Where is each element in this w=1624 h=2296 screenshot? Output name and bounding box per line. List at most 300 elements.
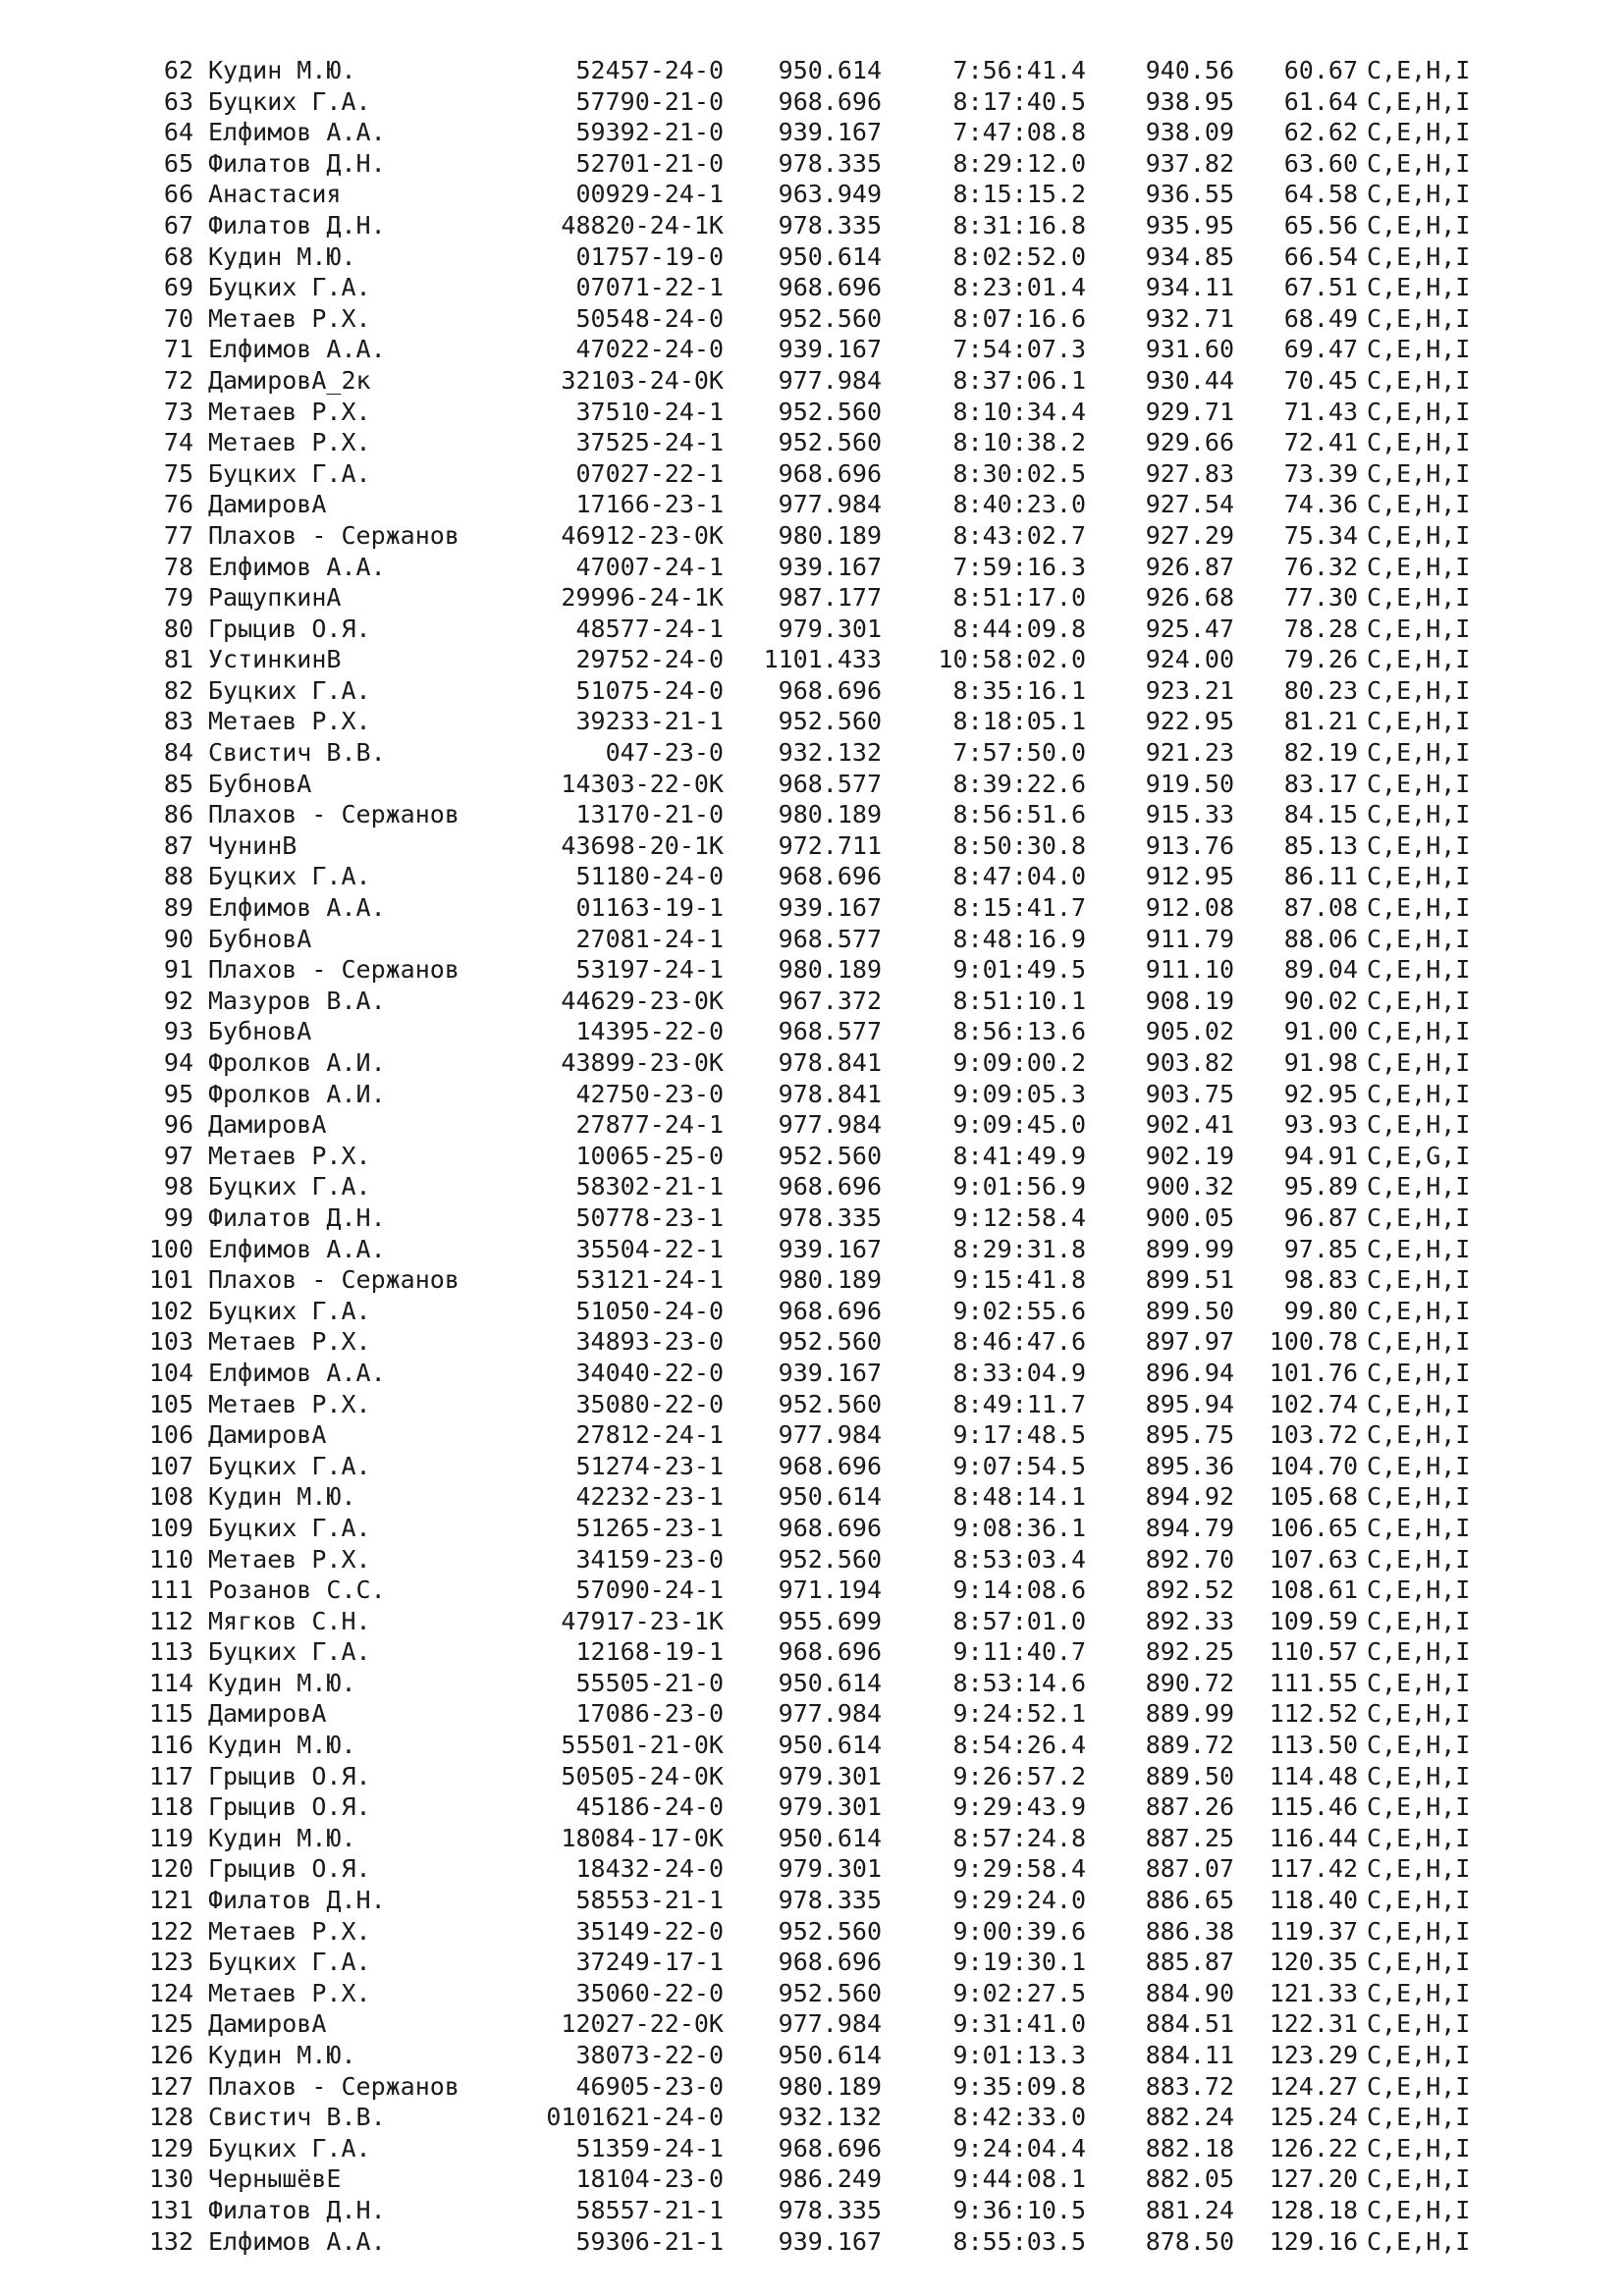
flight-time: 8:57:24.8 bbox=[952, 1823, 1086, 1852]
flags: C,E,H,I bbox=[1367, 1017, 1471, 1046]
flight-time: 7:59:16.3 bbox=[952, 552, 1086, 581]
flight-time: 8:18:05.1 bbox=[952, 707, 1086, 736]
flags: C,E,H,I bbox=[1367, 1731, 1471, 1760]
coefficient: 127.20 bbox=[1269, 2164, 1358, 2194]
table-row bbox=[0, 1109, 1624, 1141]
fancier-name: Кудин М.Ю. bbox=[208, 241, 356, 271]
fancier-name: ДамировА_2к bbox=[208, 365, 371, 395]
fancier-name: Буцких Г.А. bbox=[208, 1513, 371, 1542]
flags: C,E,H,I bbox=[1367, 458, 1471, 488]
flags: C,E,H,I bbox=[1367, 520, 1471, 550]
speed: 937.82 bbox=[1145, 148, 1234, 178]
fancier-name: ЧунинВ bbox=[208, 830, 298, 860]
fancier-name: Метаев Р.Х. bbox=[208, 1978, 371, 2007]
ring-number: 43899-23-0K bbox=[561, 1048, 724, 1077]
table-row bbox=[0, 520, 1624, 552]
speed: 894.92 bbox=[1145, 1482, 1234, 1512]
flags: C,E,H,I bbox=[1367, 738, 1471, 768]
flight-time: 9:29:24.0 bbox=[952, 1886, 1086, 1915]
fancier-name: Елфимов А.А. bbox=[208, 552, 386, 581]
flags: C,E,H,I bbox=[1367, 893, 1471, 923]
flags: C,E,H,I bbox=[1367, 1544, 1471, 1574]
flight-time: 9:29:43.9 bbox=[952, 1792, 1086, 1822]
fancier-name: УстинкинВ bbox=[208, 645, 342, 674]
table-row bbox=[0, 117, 1624, 148]
fancier-name: ЧернышёвЕ bbox=[208, 2164, 342, 2194]
flags: C,E,H,I bbox=[1367, 1668, 1471, 1697]
flight-time: 8:17:40.5 bbox=[952, 86, 1086, 116]
row-number: 129 bbox=[148, 2133, 193, 2163]
fancier-name: Розанов С.С. bbox=[208, 1575, 386, 1605]
distance: 1101.433 bbox=[763, 645, 882, 674]
fancier-name: Елфимов А.А. bbox=[208, 1234, 386, 1263]
distance: 968.696 bbox=[778, 2133, 882, 2163]
distance: 939.167 bbox=[778, 552, 882, 581]
ring-number: 42750-23-0 bbox=[575, 1079, 724, 1108]
coefficient: 74.36 bbox=[1283, 490, 1358, 519]
flags: C,E,H,I bbox=[1367, 1792, 1471, 1822]
coefficient: 108.61 bbox=[1269, 1575, 1358, 1605]
coefficient: 86.11 bbox=[1283, 862, 1358, 891]
distance: 968.696 bbox=[778, 1296, 882, 1325]
table-row bbox=[0, 86, 1624, 118]
distance: 968.696 bbox=[778, 458, 882, 488]
ring-number: 27081-24-1 bbox=[575, 924, 724, 953]
row-number: 90 bbox=[163, 924, 193, 953]
table-row bbox=[0, 924, 1624, 955]
speed: 884.51 bbox=[1145, 2009, 1234, 2039]
row-number: 128 bbox=[148, 2103, 193, 2132]
flags: C,E,H,I bbox=[1367, 986, 1471, 1015]
row-number: 103 bbox=[148, 1327, 193, 1357]
table-row bbox=[0, 614, 1624, 645]
distance: 932.132 bbox=[778, 738, 882, 768]
speed: 912.95 bbox=[1145, 862, 1234, 891]
speed: 919.50 bbox=[1145, 769, 1234, 798]
row-number: 101 bbox=[148, 1265, 193, 1295]
table-row bbox=[0, 1823, 1624, 1854]
coefficient: 69.47 bbox=[1283, 335, 1358, 364]
ring-number: 45186-24-0 bbox=[575, 1792, 724, 1822]
ring-number: 53197-24-1 bbox=[575, 955, 724, 985]
row-number: 66 bbox=[163, 180, 193, 209]
row-number: 114 bbox=[148, 1668, 193, 1697]
flight-time: 10:58:02.0 bbox=[938, 645, 1086, 674]
flight-time: 8:30:02.5 bbox=[952, 458, 1086, 488]
row-number: 113 bbox=[148, 1637, 193, 1667]
fancier-name: Буцких Г.А. bbox=[208, 273, 371, 302]
coefficient: 94.91 bbox=[1283, 1141, 1358, 1170]
table-row bbox=[0, 179, 1624, 210]
distance: 980.189 bbox=[778, 955, 882, 985]
row-number: 88 bbox=[163, 862, 193, 891]
distance: 968.696 bbox=[778, 862, 882, 891]
row-number: 92 bbox=[163, 986, 193, 1015]
row-number: 75 bbox=[163, 458, 193, 488]
ring-number: 51075-24-0 bbox=[575, 675, 724, 705]
speed: 934.85 bbox=[1145, 241, 1234, 271]
row-number: 97 bbox=[163, 1141, 193, 1170]
ring-number: 44629-23-0K bbox=[561, 986, 724, 1015]
ring-number: 10065-25-0 bbox=[575, 1141, 724, 1170]
distance: 932.132 bbox=[778, 2103, 882, 2132]
fancier-name: Буцких Г.А. bbox=[208, 458, 371, 488]
distance: 955.699 bbox=[778, 1606, 882, 1635]
flags: C,E,H,I bbox=[1367, 769, 1471, 798]
flags: C,E,H,I bbox=[1367, 273, 1471, 302]
coefficient: 85.13 bbox=[1283, 830, 1358, 860]
table-row bbox=[0, 1606, 1624, 1637]
speed: 895.75 bbox=[1145, 1420, 1234, 1450]
row-number: 85 bbox=[163, 769, 193, 798]
table-row bbox=[0, 1791, 1624, 1823]
coefficient: 68.49 bbox=[1283, 303, 1358, 333]
table-row bbox=[0, 397, 1624, 428]
flight-time: 9:09:45.0 bbox=[952, 1110, 1086, 1140]
fancier-name: Буцких Г.А. bbox=[208, 862, 371, 891]
fancier-name: Фролков А.И. bbox=[208, 1048, 386, 1077]
flight-time: 7:47:08.8 bbox=[952, 118, 1086, 147]
fancier-name: РащупкинА bbox=[208, 583, 342, 613]
fancier-name: Филатов Д.Н. bbox=[208, 2195, 386, 2224]
table-row bbox=[0, 427, 1624, 458]
coefficient: 126.22 bbox=[1269, 2133, 1358, 2163]
results-table bbox=[0, 55, 1624, 2257]
table-row bbox=[0, 365, 1624, 397]
table-row bbox=[0, 1171, 1624, 1202]
flight-time: 9:00:39.6 bbox=[952, 1916, 1086, 1946]
coefficient: 95.89 bbox=[1283, 1172, 1358, 1201]
distance: 978.335 bbox=[778, 210, 882, 240]
coefficient: 98.83 bbox=[1283, 1265, 1358, 1295]
distance: 939.167 bbox=[778, 118, 882, 147]
coefficient: 124.27 bbox=[1269, 2071, 1358, 2101]
flight-time: 9:07:54.5 bbox=[952, 1451, 1086, 1480]
flags: C,E,H,I bbox=[1367, 1202, 1471, 1232]
ring-number: 34040-22-0 bbox=[575, 1358, 724, 1387]
flags: C,E,H,I bbox=[1367, 365, 1471, 395]
table-row bbox=[0, 1389, 1624, 1420]
flags: C,E,H,I bbox=[1367, 1948, 1471, 1977]
row-number: 78 bbox=[163, 552, 193, 581]
speed: 927.29 bbox=[1145, 520, 1234, 550]
row-number: 71 bbox=[163, 335, 193, 364]
flight-time: 8:02:52.0 bbox=[952, 241, 1086, 271]
table-row bbox=[0, 2133, 1624, 2164]
flight-time: 9:01:56.9 bbox=[952, 1172, 1086, 1201]
flags: C,E,H,I bbox=[1367, 1606, 1471, 1635]
flight-time: 8:53:03.4 bbox=[952, 1544, 1086, 1574]
flags: C,E,H,I bbox=[1367, 1886, 1471, 1915]
fancier-name: Метаев Р.Х. bbox=[208, 428, 371, 457]
speed: 900.32 bbox=[1145, 1172, 1234, 1201]
ring-number: 59392-21-0 bbox=[575, 118, 724, 147]
ring-number: 29996-24-1K bbox=[561, 583, 724, 613]
ring-number: 47022-24-0 bbox=[575, 335, 724, 364]
row-number: 127 bbox=[148, 2071, 193, 2101]
ring-number: 50778-23-1 bbox=[575, 1202, 724, 1232]
row-number: 111 bbox=[148, 1575, 193, 1605]
fancier-name: Кудин М.Ю. bbox=[208, 56, 356, 84]
fancier-name: Кудин М.Ю. bbox=[208, 1731, 356, 1760]
coefficient: 65.56 bbox=[1283, 210, 1358, 240]
ring-number: 01757-19-0 bbox=[575, 241, 724, 271]
flight-time: 9:44:08.1 bbox=[952, 2164, 1086, 2194]
distance: 979.301 bbox=[778, 1792, 882, 1822]
speed: 894.79 bbox=[1145, 1513, 1234, 1542]
speed: 925.47 bbox=[1145, 614, 1234, 643]
speed: 915.33 bbox=[1145, 800, 1234, 829]
speed: 883.72 bbox=[1145, 2071, 1234, 2101]
flight-time: 9:19:30.1 bbox=[952, 1948, 1086, 1977]
ring-number: 42232-23-1 bbox=[575, 1482, 724, 1512]
coefficient: 123.29 bbox=[1269, 2041, 1358, 2069]
row-number: 116 bbox=[148, 1731, 193, 1760]
flight-time: 9:29:58.4 bbox=[952, 1854, 1086, 1884]
flight-time: 8:31:16.8 bbox=[952, 210, 1086, 240]
fancier-name: ДамировА bbox=[208, 1110, 327, 1140]
row-number: 122 bbox=[148, 1916, 193, 1946]
speed: 887.07 bbox=[1145, 1854, 1234, 1884]
ring-number: 37525-24-1 bbox=[575, 428, 724, 457]
flight-time: 9:01:49.5 bbox=[952, 955, 1086, 985]
coefficient: 104.70 bbox=[1269, 1451, 1358, 1480]
table-row bbox=[0, 552, 1624, 583]
ring-number: 57090-24-1 bbox=[575, 1575, 724, 1605]
coefficient: 92.95 bbox=[1283, 1079, 1358, 1108]
coefficient: 115.46 bbox=[1269, 1792, 1358, 1822]
distance: 952.560 bbox=[778, 1544, 882, 1574]
coefficient: 107.63 bbox=[1269, 1544, 1358, 1574]
coefficient: 88.06 bbox=[1283, 924, 1358, 953]
table-row bbox=[0, 241, 1624, 273]
distance: 950.614 bbox=[778, 56, 882, 84]
row-number: 119 bbox=[148, 1823, 193, 1852]
speed: 886.65 bbox=[1145, 1886, 1234, 1915]
distance: 986.249 bbox=[778, 2164, 882, 2194]
distance: 980.189 bbox=[778, 800, 882, 829]
speed: 934.11 bbox=[1145, 273, 1234, 302]
ring-number: 47917-23-1K bbox=[561, 1606, 724, 1635]
flags: C,E,H,I bbox=[1367, 1854, 1471, 1884]
flight-time: 7:56:41.4 bbox=[952, 56, 1086, 84]
flight-time: 8:46:47.6 bbox=[952, 1327, 1086, 1357]
ring-number: 59306-21-1 bbox=[575, 2226, 724, 2256]
coefficient: 129.16 bbox=[1269, 2226, 1358, 2256]
distance: 978.335 bbox=[778, 1202, 882, 1232]
row-number: 125 bbox=[148, 2009, 193, 2039]
speed: 881.24 bbox=[1145, 2195, 1234, 2224]
table-row bbox=[0, 769, 1624, 800]
distance: 952.560 bbox=[778, 1389, 882, 1418]
speed: 895.36 bbox=[1145, 1451, 1234, 1480]
flight-time: 8:42:33.0 bbox=[952, 2103, 1086, 2132]
coefficient: 116.44 bbox=[1269, 1823, 1358, 1852]
speed: 887.25 bbox=[1145, 1823, 1234, 1852]
flags: C,E,H,I bbox=[1367, 490, 1471, 519]
row-number: 117 bbox=[148, 1761, 193, 1790]
coefficient: 111.55 bbox=[1269, 1668, 1358, 1697]
flight-time: 8:37:06.1 bbox=[952, 365, 1086, 395]
row-number: 93 bbox=[163, 1017, 193, 1046]
speed: 900.05 bbox=[1145, 1202, 1234, 1232]
distance: 968.696 bbox=[778, 1172, 882, 1201]
table-row bbox=[0, 2226, 1624, 2258]
row-number: 112 bbox=[148, 1606, 193, 1635]
flags: C,E,H,I bbox=[1367, 1048, 1471, 1077]
distance: 952.560 bbox=[778, 303, 882, 333]
row-number: 130 bbox=[148, 2164, 193, 2194]
coefficient: 120.35 bbox=[1269, 1948, 1358, 1977]
distance: 968.696 bbox=[778, 1948, 882, 1977]
flight-time: 8:53:14.6 bbox=[952, 1668, 1086, 1697]
ring-number: 51050-24-0 bbox=[575, 1296, 724, 1325]
speed: 902.41 bbox=[1145, 1110, 1234, 1140]
table-row bbox=[0, 458, 1624, 490]
speed: 878.50 bbox=[1145, 2226, 1234, 2256]
ring-number: 0101621-24-0 bbox=[546, 2103, 724, 2132]
distance: 980.189 bbox=[778, 2071, 882, 2101]
flags: C,E,H,I bbox=[1367, 924, 1471, 953]
table-row bbox=[0, 2008, 1624, 2040]
fancier-name: Грыцив О.Я. bbox=[208, 614, 371, 643]
distance: 968.696 bbox=[778, 1451, 882, 1480]
distance: 952.560 bbox=[778, 707, 882, 736]
flight-time: 8:44:09.8 bbox=[952, 614, 1086, 643]
ring-number: 12168-19-1 bbox=[575, 1637, 724, 1667]
row-number: 67 bbox=[163, 210, 193, 240]
distance: 950.614 bbox=[778, 2041, 882, 2069]
flight-time: 9:11:40.7 bbox=[952, 1637, 1086, 1667]
flags: C,E,H,I bbox=[1367, 86, 1471, 116]
fancier-name: Мягков С.Н. bbox=[208, 1606, 371, 1635]
ring-number: 50548-24-0 bbox=[575, 303, 724, 333]
coefficient: 80.23 bbox=[1283, 675, 1358, 705]
speed: 911.79 bbox=[1145, 924, 1234, 953]
table-row bbox=[0, 210, 1624, 241]
flight-time: 8:57:01.0 bbox=[952, 1606, 1086, 1635]
flags: C,E,H,I bbox=[1367, 1637, 1471, 1667]
speed: 896.94 bbox=[1145, 1358, 1234, 1387]
table-row bbox=[0, 582, 1624, 614]
fancier-name: Елфимов А.А. bbox=[208, 118, 386, 147]
flags: C,E,H,I bbox=[1367, 1699, 1471, 1729]
flags: C,E,H,I bbox=[1367, 1575, 1471, 1605]
row-number: 95 bbox=[163, 1079, 193, 1108]
speed: 903.82 bbox=[1145, 1048, 1234, 1077]
flags: C,E,H,I bbox=[1367, 1265, 1471, 1295]
coefficient: 114.48 bbox=[1269, 1761, 1358, 1790]
flight-time: 8:39:22.6 bbox=[952, 769, 1086, 798]
distance: 968.696 bbox=[778, 675, 882, 705]
coefficient: 119.37 bbox=[1269, 1916, 1358, 1946]
fancier-name: Кудин М.Ю. bbox=[208, 1823, 356, 1852]
flight-time: 9:24:52.1 bbox=[952, 1699, 1086, 1729]
table-row bbox=[0, 1636, 1624, 1668]
distance: 980.189 bbox=[778, 1265, 882, 1295]
flight-time: 8:56:13.6 bbox=[952, 1017, 1086, 1046]
ring-number: 52457-24-0 bbox=[575, 56, 724, 84]
flight-time: 9:02:55.6 bbox=[952, 1296, 1086, 1325]
distance: 968.696 bbox=[778, 86, 882, 116]
distance: 950.614 bbox=[778, 241, 882, 271]
flags: C,E,H,I bbox=[1367, 2009, 1471, 2039]
flags: C,E,H,I bbox=[1367, 800, 1471, 829]
distance: 939.167 bbox=[778, 1234, 882, 1263]
ring-number: 55501-21-0K bbox=[561, 1731, 724, 1760]
flight-time: 9:14:08.6 bbox=[952, 1575, 1086, 1605]
ring-number: 17086-23-0 bbox=[575, 1699, 724, 1729]
distance: 963.949 bbox=[778, 180, 882, 209]
flight-time: 8:41:49.9 bbox=[952, 1141, 1086, 1170]
coefficient: 83.17 bbox=[1283, 769, 1358, 798]
row-number: 121 bbox=[148, 1886, 193, 1915]
row-number: 124 bbox=[148, 1978, 193, 2007]
fancier-name: Метаев Р.Х. bbox=[208, 1141, 371, 1170]
distance: 950.614 bbox=[778, 1668, 882, 1697]
row-number: 110 bbox=[148, 1544, 193, 1574]
fancier-name: Метаев Р.Х. bbox=[208, 1916, 371, 1946]
coefficient: 60.67 bbox=[1283, 56, 1358, 84]
row-number: 72 bbox=[163, 365, 193, 395]
flight-time: 9:09:05.3 bbox=[952, 1079, 1086, 1108]
speed: 895.94 bbox=[1145, 1389, 1234, 1418]
speed: 929.71 bbox=[1145, 397, 1234, 426]
table-row bbox=[0, 675, 1624, 707]
flags: C,E,H,I bbox=[1367, 397, 1471, 426]
speed: 923.21 bbox=[1145, 675, 1234, 705]
table-row bbox=[0, 1668, 1624, 1699]
table-row bbox=[0, 861, 1624, 892]
coefficient: 122.31 bbox=[1269, 2009, 1358, 2039]
table-row bbox=[0, 55, 1624, 86]
table-row bbox=[0, 2102, 1624, 2133]
row-number: 76 bbox=[163, 490, 193, 519]
speed: 926.87 bbox=[1145, 552, 1234, 581]
ring-number: 12027-22-0K bbox=[561, 2009, 724, 2039]
ring-number: 35504-22-1 bbox=[575, 1234, 724, 1263]
flight-time: 8:51:17.0 bbox=[952, 583, 1086, 613]
ring-number: 51274-23-1 bbox=[575, 1451, 724, 1480]
ring-number: 34159-23-0 bbox=[575, 1544, 724, 1574]
distance: 977.984 bbox=[778, 365, 882, 395]
table-row bbox=[0, 1234, 1624, 1265]
ring-number: 39233-21-1 bbox=[575, 707, 724, 736]
coefficient: 96.87 bbox=[1283, 1202, 1358, 1232]
ring-number: 43698-20-1K bbox=[561, 830, 724, 860]
speed: 929.66 bbox=[1145, 428, 1234, 457]
ring-number: 07071-22-1 bbox=[575, 273, 724, 302]
speed: 938.95 bbox=[1145, 86, 1234, 116]
ring-number: 34893-23-0 bbox=[575, 1327, 724, 1357]
flags: C,E,H,I bbox=[1367, 210, 1471, 240]
coefficient: 67.51 bbox=[1283, 273, 1358, 302]
ring-number: 53121-24-1 bbox=[575, 1265, 724, 1295]
flags: C,E,H,I bbox=[1367, 583, 1471, 613]
fancier-name: БубновА bbox=[208, 1017, 312, 1046]
ring-number: 18104-23-0 bbox=[575, 2164, 724, 2194]
distance: 967.372 bbox=[778, 986, 882, 1015]
fancier-name: БубновА bbox=[208, 769, 312, 798]
speed: 913.76 bbox=[1145, 830, 1234, 860]
distance: 979.301 bbox=[778, 614, 882, 643]
flags: C,E,H,I bbox=[1367, 675, 1471, 705]
ring-number: 35080-22-0 bbox=[575, 1389, 724, 1418]
flight-time: 8:50:30.8 bbox=[952, 830, 1086, 860]
coefficient: 73.39 bbox=[1283, 458, 1358, 488]
flight-time: 8:29:12.0 bbox=[952, 148, 1086, 178]
flight-time: 8:49:11.7 bbox=[952, 1389, 1086, 1418]
